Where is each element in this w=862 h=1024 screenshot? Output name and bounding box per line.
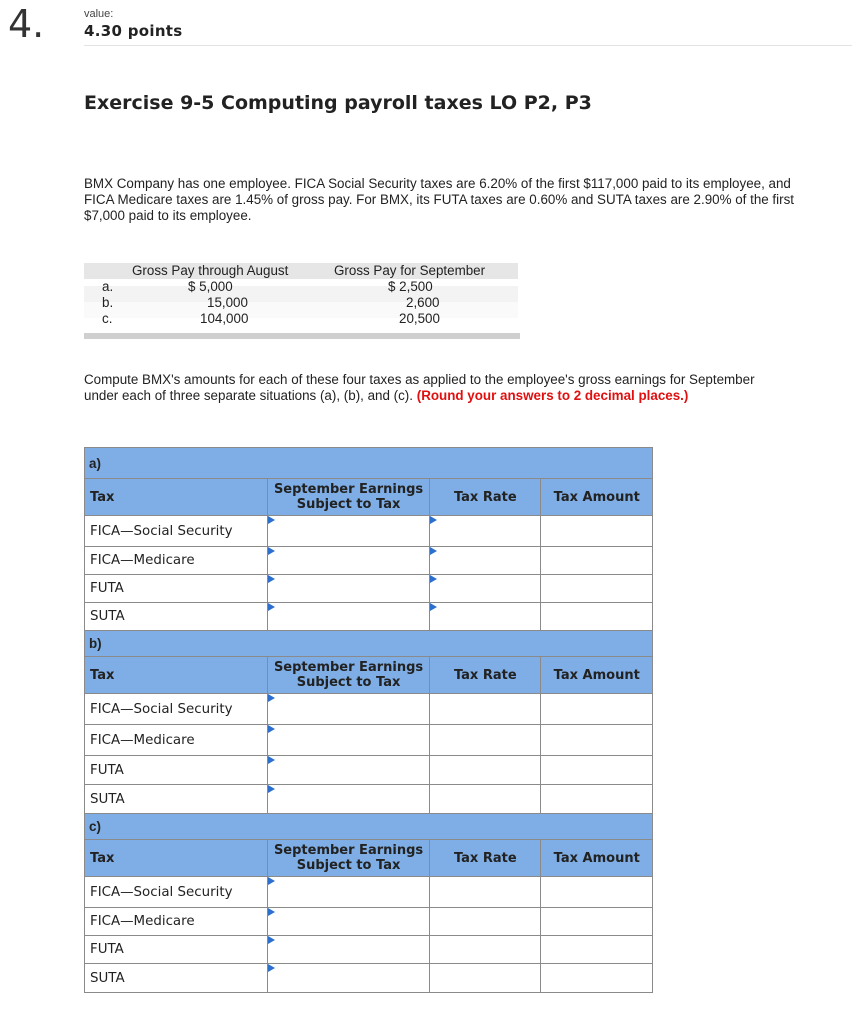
table-row xyxy=(85,575,653,603)
exercise-title: Exercise 9-5 Computing payroll taxes LO P2, P3 xyxy=(84,92,592,114)
table-row xyxy=(85,756,653,785)
september-pay: 2,600 xyxy=(406,295,440,310)
tax-name: FUTA xyxy=(85,936,268,964)
tax-amount-input[interactable] xyxy=(541,603,653,631)
earnings-input[interactable] xyxy=(267,575,429,603)
problem-description: BMX Company has one employee. FICA Social Security taxes are 6.20% of the first $117,000 paid to its employee, and FICA Medicare taxes are 1.45% of gross pay. For BMX, its FUTA taxes are 0.60% and SUTA taxes are 2.90% of the first $7,000 paid to its employee. xyxy=(84,176,795,223)
row-label: b. xyxy=(102,295,114,310)
earnings-input[interactable] xyxy=(267,603,429,631)
dropdown-arrow-icon[interactable] xyxy=(430,547,437,555)
header-divider xyxy=(84,45,852,46)
tax-rate-input[interactable] xyxy=(430,603,541,631)
instructions-text: Compute BMX's amounts for each of these four taxes as applied to the employee's gross earnings for September under each of three separate situations (a), (b), and (c). xyxy=(84,372,755,403)
table-row xyxy=(85,785,653,814)
tax-name: FICA—Medicare xyxy=(85,908,268,936)
earnings-input[interactable] xyxy=(267,908,429,936)
points-value: 4.30 points xyxy=(84,22,183,40)
earnings-input[interactable] xyxy=(267,936,429,964)
column-tax-rate: Tax Rate xyxy=(430,840,541,877)
earnings-input[interactable] xyxy=(267,756,429,785)
header-gross-pay-september: Gross Pay for September xyxy=(334,263,486,278)
section-label: c) xyxy=(85,814,653,840)
earnings-input[interactable] xyxy=(267,877,429,908)
tax-amount-input[interactable] xyxy=(541,547,653,575)
dropdown-arrow-icon[interactable] xyxy=(268,725,275,733)
tax-amount-input[interactable] xyxy=(541,908,653,936)
column-header-row xyxy=(85,840,653,877)
instructions xyxy=(84,372,784,404)
dropdown-arrow-icon[interactable] xyxy=(268,785,275,793)
tax-rate-input[interactable] xyxy=(430,756,541,785)
payroll-tax-answer-table xyxy=(84,447,653,993)
column-tax-rate: Tax Rate xyxy=(430,479,541,516)
tax-amount-input[interactable] xyxy=(541,516,653,547)
tax-name: FICA—Medicare xyxy=(85,547,268,575)
table-row xyxy=(85,694,653,725)
table-row xyxy=(85,725,653,756)
earnings-input[interactable] xyxy=(267,785,429,814)
table-row xyxy=(85,877,653,908)
tax-rate-input[interactable] xyxy=(430,908,541,936)
tax-amount-input[interactable] xyxy=(541,756,653,785)
row-label: c. xyxy=(102,311,113,326)
september-pay: $ 2,500 xyxy=(388,279,433,294)
column-earnings: September Earnings Subject to Tax xyxy=(267,657,429,694)
tax-amount-input[interactable] xyxy=(541,575,653,603)
tax-amount-input[interactable] xyxy=(541,694,653,725)
tax-rate-input[interactable] xyxy=(430,877,541,908)
dropdown-arrow-icon[interactable] xyxy=(430,575,437,583)
section-header-row xyxy=(85,448,653,479)
earnings-input[interactable] xyxy=(267,725,429,756)
september-pay: 20,500 xyxy=(399,311,440,326)
dropdown-arrow-icon[interactable] xyxy=(268,516,275,524)
column-tax: Tax xyxy=(85,840,268,877)
table-row xyxy=(85,516,653,547)
table-row xyxy=(85,936,653,964)
august-pay: 15,000 xyxy=(207,295,248,310)
august-pay: 104,000 xyxy=(200,311,249,326)
tax-rate-input[interactable] xyxy=(430,694,541,725)
dropdown-arrow-icon[interactable] xyxy=(268,756,275,764)
column-tax: Tax xyxy=(85,479,268,516)
dropdown-arrow-icon[interactable] xyxy=(268,964,275,972)
column-header-row xyxy=(85,657,653,694)
tax-rate-input[interactable] xyxy=(430,516,541,547)
table-row xyxy=(85,603,653,631)
dropdown-arrow-icon[interactable] xyxy=(268,908,275,916)
tax-amount-input[interactable] xyxy=(541,936,653,964)
column-tax-amount: Tax Amount xyxy=(541,840,653,877)
column-header-row xyxy=(85,479,653,516)
gross-pay-table-bottom-bar xyxy=(84,333,520,339)
dropdown-arrow-icon[interactable] xyxy=(268,694,275,702)
dropdown-arrow-icon[interactable] xyxy=(430,603,437,611)
table-row xyxy=(85,964,653,993)
tax-name: FICA—Social Security xyxy=(85,694,268,725)
section-header-row xyxy=(85,814,653,840)
dropdown-arrow-icon[interactable] xyxy=(430,516,437,524)
value-label: value: xyxy=(84,8,114,20)
dropdown-arrow-icon[interactable] xyxy=(268,575,275,583)
dropdown-arrow-icon[interactable] xyxy=(268,547,275,555)
tax-name: FUTA xyxy=(85,575,268,603)
question-number: 4. xyxy=(8,2,45,46)
tax-amount-input[interactable] xyxy=(541,877,653,908)
tax-amount-input[interactable] xyxy=(541,964,653,993)
tax-rate-input[interactable] xyxy=(430,936,541,964)
dropdown-arrow-icon[interactable] xyxy=(268,936,275,944)
gross-pay-row-band xyxy=(84,286,518,302)
tax-name: FICA—Social Security xyxy=(85,516,268,547)
table-row xyxy=(85,547,653,575)
column-tax: Tax xyxy=(85,657,268,694)
column-tax-rate: Tax Rate xyxy=(430,657,541,694)
gross-pay-table xyxy=(84,263,520,341)
rounding-note: (Round your answers to 2 decimal places.) xyxy=(416,388,689,403)
tax-amount-input[interactable] xyxy=(541,785,653,814)
august-pay: $ 5,000 xyxy=(188,279,233,294)
column-earnings: September Earnings Subject to Tax xyxy=(267,840,429,877)
row-label: a. xyxy=(102,279,114,294)
dropdown-arrow-icon[interactable] xyxy=(268,603,275,611)
tax-rate-input[interactable] xyxy=(430,575,541,603)
tax-name: FICA—Medicare xyxy=(85,725,268,756)
table-row xyxy=(85,908,653,936)
earnings-input[interactable] xyxy=(267,516,429,547)
section-label: b) xyxy=(85,631,653,657)
column-earnings: September Earnings Subject to Tax xyxy=(267,479,429,516)
earnings-input[interactable] xyxy=(267,694,429,725)
column-tax-amount: Tax Amount xyxy=(541,657,653,694)
gross-pay-row-band xyxy=(84,302,518,318)
earnings-input[interactable] xyxy=(267,547,429,575)
tax-rate-input[interactable] xyxy=(430,785,541,814)
tax-rate-input[interactable] xyxy=(430,725,541,756)
tax-rate-input[interactable] xyxy=(430,964,541,993)
section-label: a) xyxy=(85,448,653,479)
tax-name: SUTA xyxy=(85,785,268,814)
header-gross-pay-august: Gross Pay through August xyxy=(132,263,289,278)
tax-name: SUTA xyxy=(85,964,268,993)
tax-name: SUTA xyxy=(85,603,268,631)
earnings-input[interactable] xyxy=(267,964,429,993)
tax-name: FICA—Social Security xyxy=(85,877,268,908)
column-tax-amount: Tax Amount xyxy=(541,479,653,516)
dropdown-arrow-icon[interactable] xyxy=(268,877,275,885)
section-header-row xyxy=(85,631,653,657)
tax-rate-input[interactable] xyxy=(430,547,541,575)
tax-name: FUTA xyxy=(85,756,268,785)
tax-amount-input[interactable] xyxy=(541,725,653,756)
